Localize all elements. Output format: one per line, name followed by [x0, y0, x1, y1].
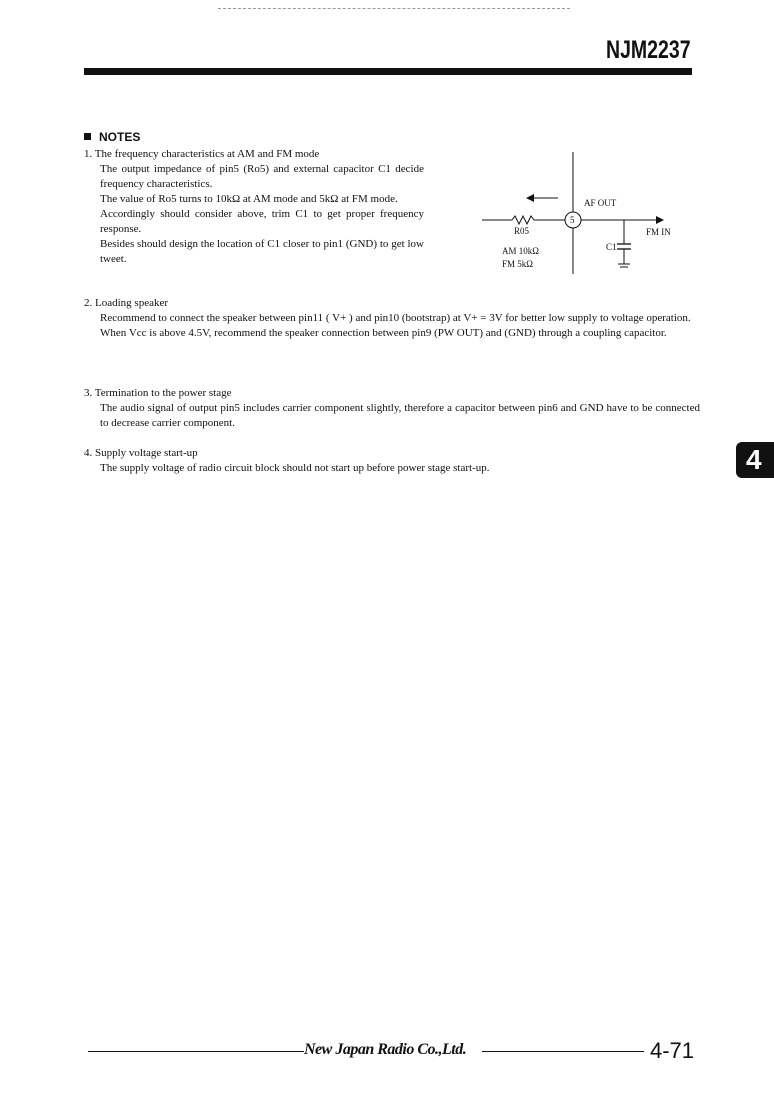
part-number: NJM2237 [606, 36, 691, 64]
notes-heading-text: NOTES [99, 130, 141, 144]
section-tab-number: 4 [746, 444, 762, 475]
capacitor-label: C1 [606, 242, 617, 252]
af-out-label: AF OUT [584, 198, 617, 208]
notes-heading [84, 130, 140, 144]
circuit-diagram [478, 150, 698, 280]
note-3-line-1: The audio signal of output pin5 includes carrier component slightly, therefore a capacitor between pin6 and GND have to be connected to decrease carrier component. [100, 402, 700, 429]
note-4-title: 4. Supply voltage start-up [84, 447, 198, 459]
resistor-label: R05 [514, 226, 530, 236]
header-rule [84, 68, 692, 75]
arrow-left-icon [526, 194, 534, 202]
pin-label: 5 [570, 215, 575, 225]
note-1-line-2: The value of Ro5 turns to 10kΩ at AM mode and 5kΩ at FM mode. [100, 193, 398, 205]
note-1-title: 1. The frequency characteristics at AM and FM mode [84, 148, 320, 160]
note-3-title: 3. Termination to the power stage [84, 387, 232, 399]
footer-rule-left [88, 1051, 304, 1052]
top-dashed-line [218, 8, 570, 9]
company-name: New Japan Radio Co.,Ltd. [304, 1041, 467, 1058]
arrow-right-icon [656, 216, 664, 224]
note-1-line-3: Accordingly should consider above, trim C1 to get proper frequency response. [100, 208, 424, 235]
page-number: 4-71 [650, 1038, 695, 1063]
note-2 [84, 296, 700, 341]
note-1-line-1: The output impedance of pin5 (Ro5) and external capacitor C1 decide frequency characteristics. [100, 163, 424, 190]
note-1-line-4: Besides should design the location of C1 closer to pin1 (GND) to get low tweet. [100, 238, 424, 265]
note-2-line-2: When Vcc is above 4.5V, recommend the speaker connection between pin9 (PW OUT) and (GND) through a coupling capacitor. [100, 327, 667, 339]
square-bullet-icon [84, 133, 91, 140]
footer-rule-right [482, 1051, 644, 1052]
note-3 [84, 386, 700, 431]
section-tab [736, 442, 774, 478]
am-value: AM 10kΩ [502, 246, 539, 256]
note-4 [84, 446, 700, 476]
note-1 [84, 147, 424, 267]
fm-in-label: FM IN [646, 227, 671, 237]
note-4-line-1: The supply voltage of radio circuit block should not start up before power stage start-up. [100, 462, 490, 474]
resistor-icon [512, 216, 534, 224]
fm-value: FM 5kΩ [502, 259, 533, 269]
note-2-line-1: Recommend to connect the speaker between pin11 ( V+ ) and pin10 (bootstrap) at V+ = 3V for better low supply to voltage operation. [100, 312, 691, 324]
note-2-title: 2. Loading speaker [84, 297, 168, 309]
